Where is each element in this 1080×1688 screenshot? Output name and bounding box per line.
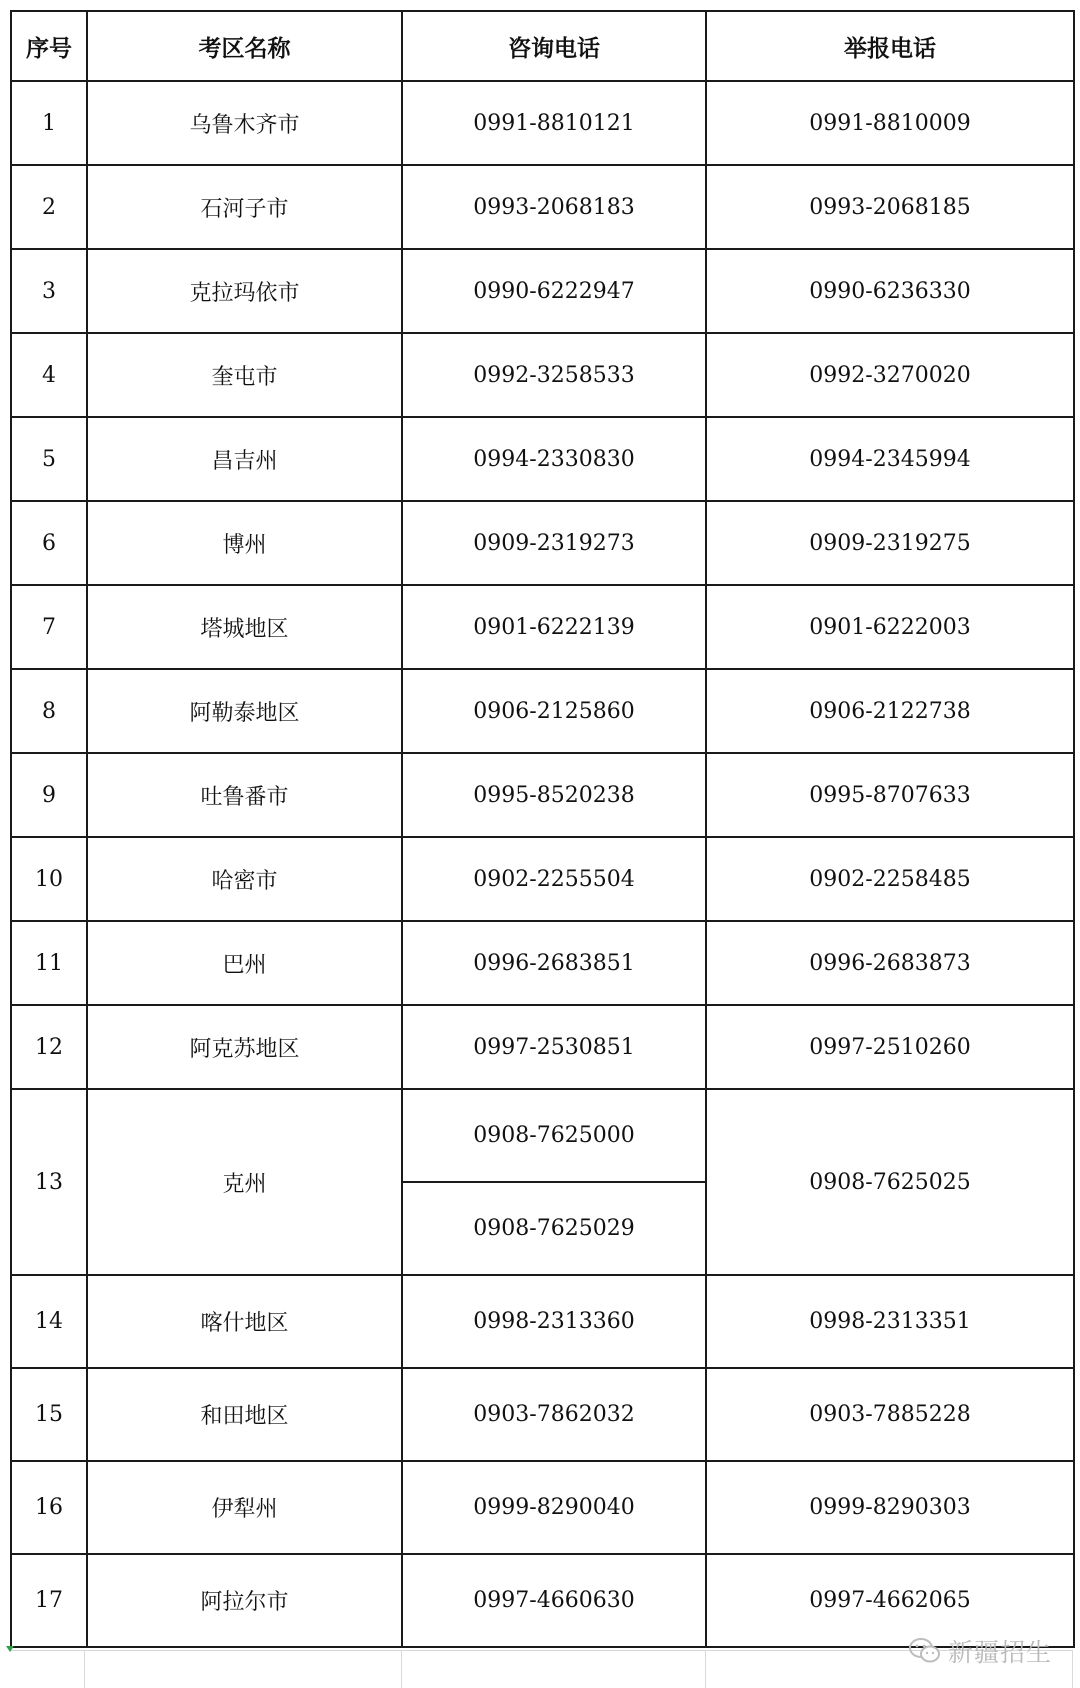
header-region: 考区名称	[87, 11, 402, 81]
consult-phone: 0908-7625000	[402, 1089, 706, 1182]
report-phone: 0909-2319275	[706, 501, 1074, 585]
table-row	[11, 249, 1074, 333]
consult-phone: 0901-6222139	[402, 585, 706, 669]
row-index: 8	[11, 669, 87, 753]
report-phone: 0992-3270020	[706, 333, 1074, 417]
region-name: 阿勒泰地区	[87, 669, 402, 753]
row-index: 1	[11, 81, 87, 165]
header-report-phone: 举报电话	[706, 11, 1074, 81]
contact-table	[10, 10, 1075, 1648]
report-phone: 0997-2510260	[706, 1005, 1074, 1089]
row-index: 3	[11, 249, 87, 333]
region-name: 巴州	[87, 921, 402, 1005]
row-index: 14	[11, 1275, 87, 1368]
header-consult-phone: 咨询电话	[402, 11, 706, 81]
report-phone: 0902-2258485	[706, 837, 1074, 921]
region-name: 克拉玛依市	[87, 249, 402, 333]
consult-phone: 0909-2319273	[402, 501, 706, 585]
consult-phone: 0991-8810121	[402, 81, 706, 165]
consult-phone: 0903-7862032	[402, 1368, 706, 1461]
report-phone: 0995-8707633	[706, 753, 1074, 837]
wechat-icon	[908, 1636, 942, 1666]
table-row	[11, 1089, 1074, 1182]
region-name: 塔城地区	[87, 585, 402, 669]
row-index: 11	[11, 921, 87, 1005]
table-row	[11, 81, 1074, 165]
row-index: 7	[11, 585, 87, 669]
table-row	[11, 501, 1074, 585]
report-phone: 0996-2683873	[706, 921, 1074, 1005]
table-row	[11, 1368, 1074, 1461]
report-phone: 0994-2345994	[706, 417, 1074, 501]
consult-phone: 0993-2068183	[402, 165, 706, 249]
table-row	[11, 753, 1074, 837]
row-index: 6	[11, 501, 87, 585]
region-name: 石河子市	[87, 165, 402, 249]
table-row	[11, 669, 1074, 753]
table-row	[11, 417, 1074, 501]
consult-phone: 0992-3258533	[402, 333, 706, 417]
table-row	[11, 585, 1074, 669]
cell-marker-icon	[6, 1646, 14, 1652]
consult-phone: 0998-2313360	[402, 1275, 706, 1368]
watermark	[908, 1633, 1052, 1669]
row-index: 15	[11, 1368, 87, 1461]
region-name: 吐鲁番市	[87, 753, 402, 837]
report-phone: 0998-2313351	[706, 1275, 1074, 1368]
table-row	[11, 1005, 1074, 1089]
row-index: 12	[11, 1005, 87, 1089]
region-name: 哈密市	[87, 837, 402, 921]
table-row	[11, 921, 1074, 1005]
row-index: 13	[11, 1089, 87, 1275]
consult-phone: 0908-7625029	[402, 1182, 706, 1275]
row-index: 9	[11, 753, 87, 837]
consult-phone: 0902-2255504	[402, 837, 706, 921]
table-row	[11, 1461, 1074, 1554]
row-index: 16	[11, 1461, 87, 1554]
report-phone: 0903-7885228	[706, 1368, 1074, 1461]
region-name: 乌鲁木齐市	[87, 81, 402, 165]
region-name: 阿拉尔市	[87, 1554, 402, 1647]
region-name: 克州	[87, 1089, 402, 1275]
region-name: 喀什地区	[87, 1275, 402, 1368]
consult-phone: 0990-6222947	[402, 249, 706, 333]
report-phone: 0908-7625025	[706, 1089, 1074, 1275]
row-index: 17	[11, 1554, 87, 1647]
region-name: 昌吉州	[87, 417, 402, 501]
table-row	[11, 837, 1074, 921]
report-phone: 0906-2122738	[706, 669, 1074, 753]
row-index: 4	[11, 333, 87, 417]
header-row	[11, 11, 1074, 81]
row-index: 2	[11, 165, 87, 249]
table-body	[11, 81, 1074, 1647]
region-name: 伊犁州	[87, 1461, 402, 1554]
report-phone: 0901-6222003	[706, 585, 1074, 669]
consult-phone: 0996-2683851	[402, 921, 706, 1005]
report-phone: 0993-2068185	[706, 165, 1074, 249]
row-index: 5	[11, 417, 87, 501]
region-name: 和田地区	[87, 1368, 402, 1461]
report-phone: 0991-8810009	[706, 81, 1074, 165]
report-phone: 0997-4662065	[706, 1554, 1074, 1647]
region-name: 奎屯市	[87, 333, 402, 417]
header-index: 序号	[11, 11, 87, 81]
table-row	[11, 165, 1074, 249]
consult-phone: 0994-2330830	[402, 417, 706, 501]
region-name: 阿克苏地区	[87, 1005, 402, 1089]
report-phone: 0990-6236330	[706, 249, 1074, 333]
consult-phone: 0997-4660630	[402, 1554, 706, 1647]
table-row	[11, 1275, 1074, 1368]
consult-phone: 0995-8520238	[402, 753, 706, 837]
consult-phone: 0999-8290040	[402, 1461, 706, 1554]
region-name: 博州	[87, 501, 402, 585]
row-index: 10	[11, 837, 87, 921]
consult-phone: 0906-2125860	[402, 669, 706, 753]
watermark-text: 新疆招生	[947, 1638, 1052, 1667]
consult-phone: 0997-2530851	[402, 1005, 706, 1089]
report-phone: 0999-8290303	[706, 1461, 1074, 1554]
table-row	[11, 333, 1074, 417]
